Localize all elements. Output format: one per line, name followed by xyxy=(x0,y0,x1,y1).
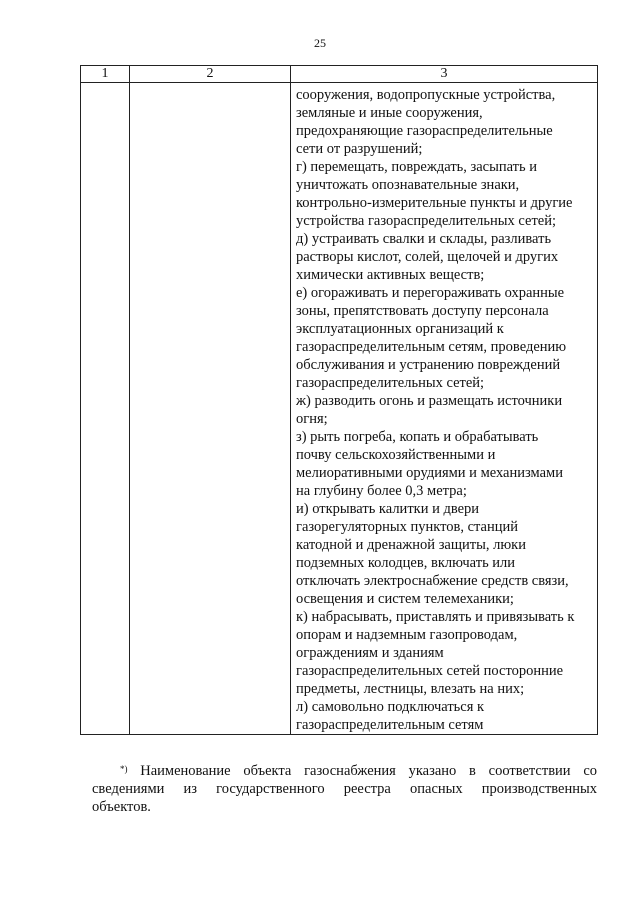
text-line: з) рыть погреба, копать и обрабатывать xyxy=(296,429,539,445)
text-line: огня; xyxy=(296,411,328,427)
text-line: контрольно-измерительные пункты и другие xyxy=(296,195,573,211)
text-line: газораспределительным сетям, проведению xyxy=(296,339,567,355)
text-line: эксплуатационных организаций к xyxy=(296,321,504,337)
footnote-line xyxy=(92,762,597,780)
header-col-1: 1 xyxy=(81,66,130,83)
text-line: почву сельскохозяйственными и xyxy=(296,447,496,463)
footnote-text: Наименование объекта газоснабжения указано в соответствии со xyxy=(140,763,598,779)
text-line: газораспределительных сетей посторонние xyxy=(296,663,564,679)
restrictions-text xyxy=(291,83,597,734)
text-line: газораспределительных сетей; xyxy=(296,375,485,391)
text-line: опорам и надземным газопроводам, xyxy=(296,627,518,643)
text-line: мелиоративными орудиями и механизмами xyxy=(296,465,563,481)
text-line: отключать электроснабжение средств связи, xyxy=(296,573,569,589)
text-line: и) открывать калитки и двери xyxy=(296,501,480,517)
header-col-2: 2 xyxy=(130,66,291,83)
text-line: на глубину более 0,3 метра; xyxy=(296,483,467,499)
text-line: газораспределительным сетям xyxy=(296,717,484,733)
text-line: зоны, препятствовать доступу персонала xyxy=(296,303,549,319)
text-line: обслуживания и устранению повреждений xyxy=(296,357,561,373)
footnote-marker: *) xyxy=(120,764,128,774)
text-line: земляные и иные сооружения, xyxy=(296,105,483,121)
text-line: сооружения, водопропускные устройства, xyxy=(296,87,556,103)
cell-col-3 xyxy=(291,83,598,735)
text-line: катодной и дренажной защиты, люки xyxy=(296,537,526,553)
text-line: газорегуляторных пунктов, станций xyxy=(296,519,518,535)
text-line: сети от разрушений; xyxy=(296,141,423,157)
header-col-3: 3 xyxy=(291,66,598,83)
page-number: 25 xyxy=(314,36,326,50)
cell-col-1 xyxy=(81,83,130,735)
text-line: ограждениям и зданиям xyxy=(296,645,444,661)
text-line: освещения и систем телемеханики; xyxy=(296,591,514,607)
text-line: к) набрасывать, приставлять и привязывать к xyxy=(296,609,575,625)
cell-col-2 xyxy=(130,83,291,735)
text-line: л) самовольно подключаться к xyxy=(296,699,485,715)
footnote-line: объектов. xyxy=(92,799,151,815)
table-row xyxy=(81,83,598,735)
text-line: е) огораживать и перегораживать охранные xyxy=(296,285,565,301)
text-line: химически активных веществ; xyxy=(296,267,485,283)
text-line: уничтожать опознавательные знаки, xyxy=(296,177,520,193)
table-header-row xyxy=(81,66,598,83)
text-line: д) устраивать свалки и склады, разливать xyxy=(296,231,552,247)
text-line: подземных колодцев, включать или xyxy=(296,555,516,571)
text-line: г) перемещать, повреждать, засыпать и xyxy=(296,159,538,175)
text-line: предохраняющие газораспределительные xyxy=(296,123,553,139)
text-line: растворы кислот, солей, щелочей и других xyxy=(296,249,559,265)
text-line: устройства газораспределительных сетей; xyxy=(296,213,557,229)
document-table xyxy=(80,65,598,735)
footnote xyxy=(92,762,597,816)
text-line: предметы, лестницы, влезать на них; xyxy=(296,681,525,697)
text-line: ж) разводить огонь и размещать источники xyxy=(296,393,563,409)
footnote-line: сведениями из государственного реестра опасных производственных xyxy=(92,781,597,797)
